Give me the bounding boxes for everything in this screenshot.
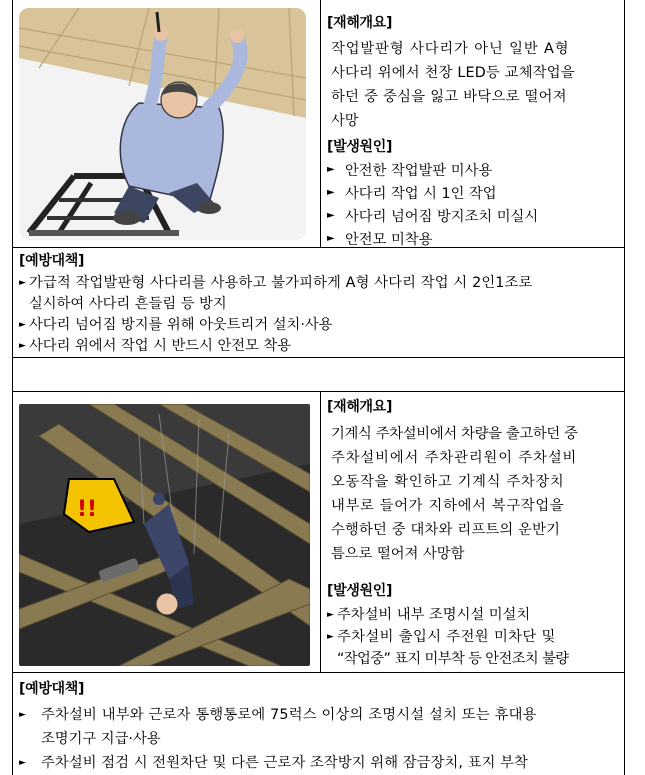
prevention-item: ► 가급적 작업발판형 사다리를 사용하고 불가피하게 A형 사다리 작업 시 2인1조로 실시하여 사다리 흔들림 등 방지 <box>19 275 533 312</box>
left-border <box>12 0 13 775</box>
case2-cause-list <box>327 604 569 670</box>
case2-column-divider <box>320 391 321 672</box>
case2-cause-title: [발생원인] <box>327 583 393 599</box>
svg-text:!!: !! <box>77 497 98 522</box>
overview-line: 사다리 위에서 천장 LED등 교체작업을 <box>331 65 575 81</box>
overview-line: 작업발판형 사다리가 아닌 일반 A형 <box>331 41 570 57</box>
prevention-item: ► 주차설비 점검 시 전원차단 및 다른 근로자 조작방지 위해 잠금장치, 표지 부착 <box>19 755 528 771</box>
right-border <box>624 0 625 775</box>
cause-item: ► 주차설비 내부 조명시설 미설치 <box>327 607 531 623</box>
overview-line: 기계식 주차설비에서 차량을 출고하던 중 <box>331 426 578 442</box>
case1-prevention-title: [예방대책] <box>19 253 85 269</box>
overview-line: 틈으로 떨어져 사망함 <box>331 546 465 562</box>
case2-top-border <box>12 391 625 392</box>
ladder-fall-illustration <box>19 8 306 240</box>
case1-cause-list <box>327 160 538 252</box>
cause-item: ► 안전모 미착용 <box>327 232 433 248</box>
prevention-item: ► 주차설비 내부와 근로자 통행통로에 75럭스 이상의 조명시설 설치 또는 휴대용 조명기구 지급·사용 <box>19 707 537 747</box>
overview-line: 오동작을 확인하고 기계식 주차장치 <box>331 474 565 490</box>
case2-overview-text <box>331 422 617 566</box>
cause-item: ► 사다리 작업 시 1인 작업 <box>327 186 497 202</box>
overview-line: 하던 중 중심을 잃고 바닥으로 떨어져 <box>331 89 567 105</box>
case2-prevention-title: [예방대책] <box>19 681 85 697</box>
case1-prevention-list <box>19 273 619 357</box>
overview-line: 사망 <box>331 113 359 129</box>
case2-overview-title: [재해개요] <box>327 399 393 415</box>
cause-item: ► 주차설비 출입시 주전원 미차단 및 “작업중” 표지 미부착 등 안전조치 불량 <box>327 629 569 667</box>
prevention-item: ► 사다리 넘어짐 방지를 위해 아웃트리거 설치·사용 <box>19 317 333 333</box>
case1-bottom-border <box>12 357 625 358</box>
overview-line: 주차설비에서 주차관리원이 주차설비 <box>331 450 578 466</box>
case1-column-divider <box>320 0 321 247</box>
prevention-item: ► 사다리 위에서 작업 시 반드시 안전모 착용 <box>19 338 292 354</box>
cause-item: ► 사다리 넘어짐 방지조치 미실시 <box>327 209 539 225</box>
overview-line: 수행하던 중 대차와 리프트의 운반기 <box>331 522 561 538</box>
case1-cause-title: [발생원인] <box>327 139 393 155</box>
case2-row-divider <box>12 672 625 673</box>
case1-overview-text <box>331 37 615 133</box>
parking-facility-fall-illustration <box>19 404 310 666</box>
case2-prevention-list <box>19 703 619 775</box>
overview-line: 내부로 들어가 지하에서 복구작업을 <box>331 498 565 514</box>
cause-item: ► 안전한 작업발판 미사용 <box>327 163 493 179</box>
case1-overview-title: [재해개요] <box>327 15 393 31</box>
